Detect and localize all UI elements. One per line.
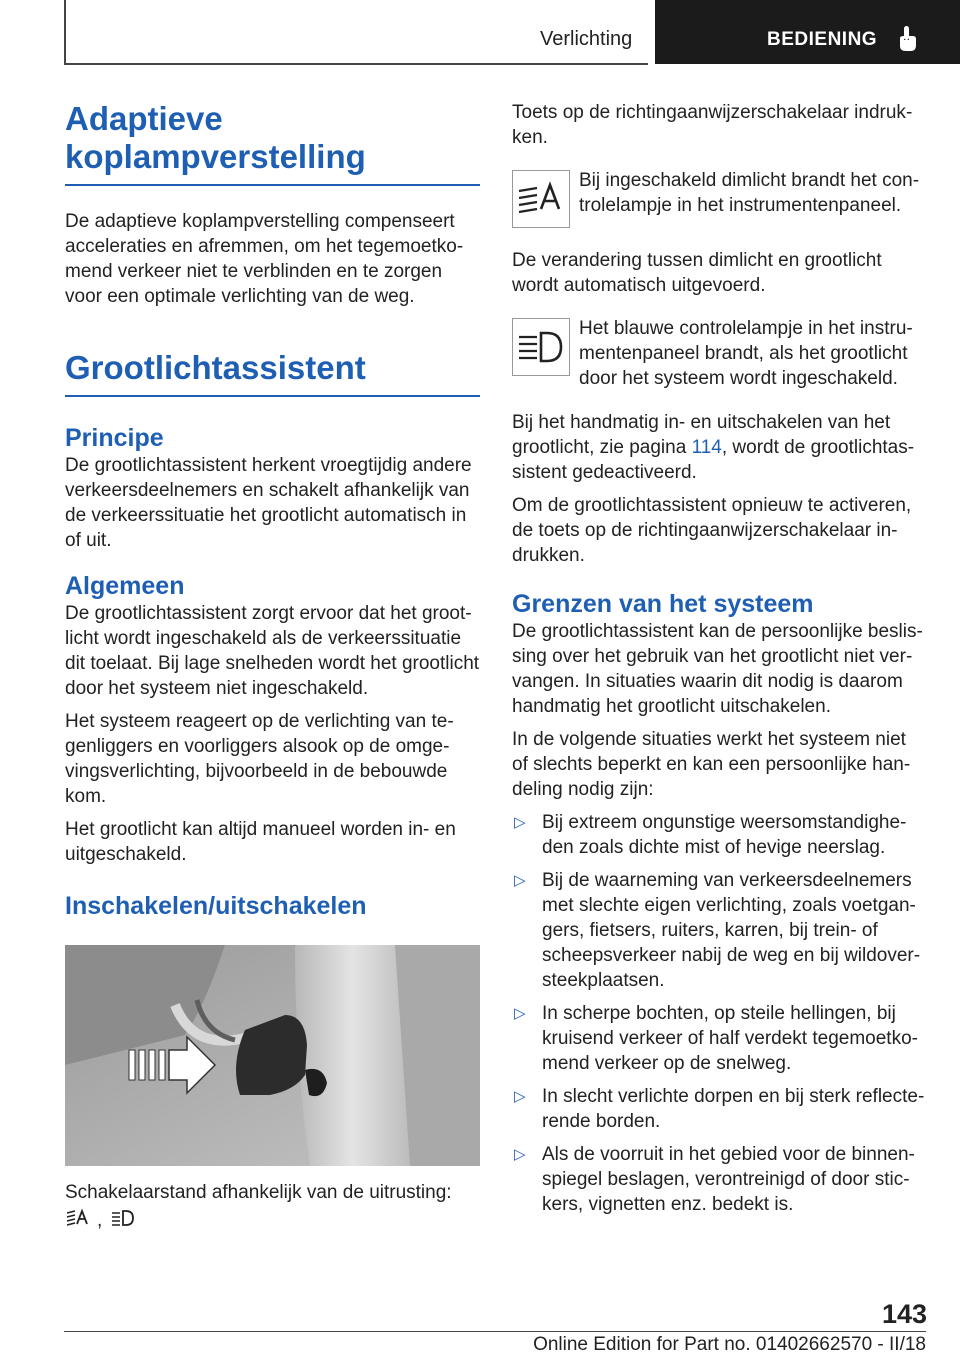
chapter-tab-label: BEDIENING (767, 29, 878, 50)
heading-adaptive: Adaptieve koplampverstelling (65, 100, 366, 175)
paragraph-principe: De grootlichtassistent herkent vroegtijdig andere verkeersdeelnemers en schakelt afhankelijk van de verkeerssituatie het grootlicht automatisch in of uit. (65, 455, 472, 551)
bullet-triangle-icon: ▷ (514, 1005, 526, 1022)
left-column (65, 100, 480, 921)
right-column (512, 100, 927, 1217)
bullet-triangle-icon: ▷ (514, 1088, 526, 1105)
paragraph-limits-2: In de volgende situaties werkt het systeem niet of slechts beperkt en kan een persoonlijke handeling nodig zijn: (512, 729, 911, 800)
bullet-triangle-icon: ▷ (514, 872, 526, 889)
list-item: ▷ Als de voorruit in het gebied voor de binnenspiegel beslagen, verontreinigd of door stickers, vignetten enz. bedekt is. (514, 1144, 915, 1215)
pointing-hand-icon (897, 26, 917, 57)
header-left-rule (64, 0, 66, 64)
indicator-text-2: Het blauwe controlelampje in het instrumentenpaneel brandt, als het grootlicht door het systeem wordt ingeschakeld. (579, 318, 913, 389)
heading-rule (65, 395, 480, 397)
limits-list (512, 810, 927, 1217)
paragraph-adaptive: De adaptieve koplampverstelling compenseert acceleraties en afremmen, om het tegemoetkomend verkeer niet te verblinden en te zorgen voor een optimale verlichting van de weg. (65, 211, 464, 307)
list-item: ▷ In scherpe bochten, op steile hellingen, bij kruisend verkeer of half verdekt tegemoetkomend verkeer op de snelweg. (514, 1003, 918, 1074)
paragraph-limits-1: De grootlichtassistent kan de persoonlijke beslissing over het gebruik van het grootlicht niet vervangen. In situaties waarin dit nodig is daarom handmatig het grootlicht uitschakelen. (512, 621, 923, 717)
paragraph-press-button: Toets op de richtingaanwijzerschakelaar indrukken. (512, 102, 913, 148)
heading-switch: Inschakelen/uitschakelen (65, 892, 367, 920)
caption-separator: , (97, 1209, 103, 1231)
page-number: 143 (881, 1299, 927, 1329)
heading-algemeen: Algemeen (65, 572, 185, 600)
paragraph-algemeen-2: Het systeem reageert op de verlichting van tegenliggers en voorliggers alsook op de omgevingsverlichting, bijvoorbeeld in de bebouwde kom. (65, 711, 454, 807)
heading-principe: Principe (65, 424, 164, 452)
bullet-triangle-icon: ▷ (514, 1146, 526, 1163)
indicator-block-2 (512, 316, 927, 394)
paragraph-algemeen-3: Het grootlicht kan altijd manueel worden in- en uitgeschakeld. (65, 819, 456, 865)
indicator-box-2 (512, 318, 570, 376)
high-beam-icon (110, 1208, 134, 1233)
edition-note: Online Edition for Part no. 01402662570 - II/18 (533, 1334, 926, 1355)
caption-text: Schakelaarstand afhankelijk van de uitrusting: (65, 1182, 452, 1203)
paragraph-automatic: De verandering tussen dimlicht en grootlicht wordt automatisch uitgevoerd. (512, 250, 882, 296)
paragraph-manual: Bij het handmatig in- en uitschakelen van het grootlicht, zie pagina 114, wordt de grootlichtassistent gedeactiveerd. (512, 412, 915, 483)
header-section-title: Verlichting (540, 28, 633, 50)
high-beam-assistant-icon (65, 1208, 89, 1233)
header-chapter-tab[interactable] (655, 0, 960, 64)
list-item: ▷ Bij extreem ongunstige weersomstandigheden zoals dichte mist of hevige neerslag. (514, 812, 907, 858)
heading-high-beam-assistant: Grootlichtassistent (65, 349, 366, 386)
paragraph-reactivate: Om de grootlichtassistent opnieuw te activeren, de toets op de richtingaanwijzerschakelaar indrukken. (512, 495, 912, 566)
paragraph-algemeen-1: De grootlichtassistent zorgt ervoor dat het grootlicht wordt ingeschakeld als de verkeerssituatie dit toelaat. Bij lage snelheden wordt het grootlicht door het systeem niet ingeschakeld. (65, 603, 480, 699)
indicator-box-1 (512, 170, 570, 228)
indicator-block-1 (512, 168, 927, 244)
list-item: ▷ Bij de waarneming van verkeersdeelnemers met slechte eigen verlichting, zoals voetgangers, fietsers, ruiters, karren, bij trein- of scheepsverkeer nabij de weg en bij wildoversteekplaatsen. (514, 870, 921, 991)
header-rule (64, 63, 648, 65)
page-link[interactable]: 114 (691, 437, 722, 458)
caption-icons (65, 1208, 480, 1233)
list-item: ▷ In slecht verlichte dorpen en bij sterk reflecterende borden. (514, 1086, 925, 1132)
heading-limits: Grenzen van het systeem (512, 590, 814, 618)
bullet-triangle-icon: ▷ (514, 814, 526, 831)
heading-rule (65, 184, 480, 186)
indicator-text-1: Bij ingeschakeld dimlicht brandt het controlelampje in het instrumentenpaneel. (579, 170, 920, 216)
turn-signal-lever-image (65, 945, 480, 1166)
footer-rule (64, 1331, 926, 1332)
image-caption (65, 1180, 480, 1233)
